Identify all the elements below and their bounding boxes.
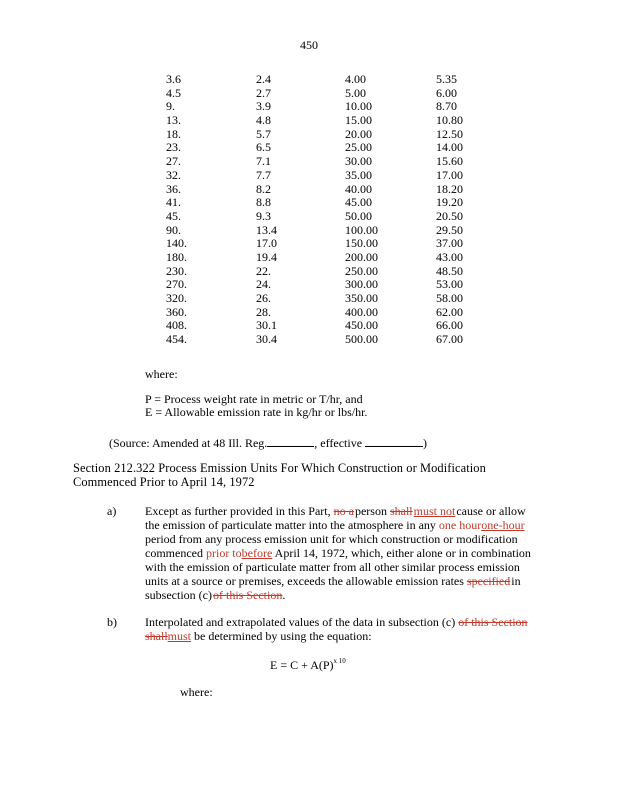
definition-e: E = Allowable emission rate in kg/hr or lbs/hr. [145, 405, 368, 419]
table-cell: 8.8 [256, 195, 271, 210]
table-cell: 200.00 [345, 249, 378, 264]
table-cell: 450.00 [345, 318, 378, 333]
table-cell: 14.00 [436, 140, 463, 155]
table-cell: 3.9 [256, 99, 271, 114]
table-cell: 13.4 [256, 222, 277, 237]
table-cell: 37.00 [436, 236, 463, 251]
deleted-text: specified [466, 574, 511, 588]
para-b: Interpolated and extrapolated values of the data in subsection (c) of this Section shallmust be determined by using the equation: [145, 615, 528, 643]
table-cell: 43.00 [436, 249, 463, 264]
table-cell: 500.00 [345, 332, 378, 347]
table-cell: 27. [166, 154, 181, 169]
equation: $E = C + A(P)^{x 10}$ [270, 657, 346, 672]
table-cell: 30.00 [345, 154, 372, 169]
table-cell: 66.00 [436, 318, 463, 333]
table-column-2 [256, 73, 277, 347]
table-cell: 62.00 [436, 304, 463, 319]
table-cell: 400.00 [345, 304, 378, 319]
table-cell: 19.4 [256, 249, 277, 264]
section-heading-line2: Commenced Prior to April 14, 1972 [73, 475, 255, 489]
table-cell: 25.00 [345, 140, 372, 155]
table-cell: 7.1 [256, 154, 271, 169]
table-cell: 140. [166, 236, 187, 251]
table-cell: 53.00 [436, 277, 463, 292]
table-cell: 13. [166, 113, 181, 128]
deleted-text: of this Section [458, 615, 528, 629]
table-cell: 40.00 [345, 181, 372, 196]
changed-text: prior to [205, 546, 242, 560]
source-prefix: (Source: Amended at 48 Ill. Reg. [109, 436, 268, 450]
table-cell: 32. [166, 167, 181, 182]
table-cell: 3.6 [166, 72, 181, 86]
table-cell: 18. [166, 126, 181, 141]
table-cell: 15.60 [436, 154, 463, 169]
reg-blank [267, 434, 314, 447]
table-cell: 7.7 [256, 167, 271, 182]
table-cell: 28. [256, 304, 271, 319]
table-cell: 23. [166, 140, 181, 155]
deleted-text: no a [333, 504, 354, 518]
page-number: 450 [300, 38, 318, 52]
table-cell: 360. [166, 304, 187, 319]
table-cell: 17.0 [256, 236, 277, 251]
table-cell: 19.20 [436, 195, 463, 210]
table-cell: 36. [166, 181, 181, 196]
table-cell: 454. [166, 332, 187, 347]
inserted-text: one-hour [481, 518, 525, 532]
table-cell: 150.00 [345, 236, 378, 251]
table-column-3 [345, 73, 378, 347]
table-cell: 50.00 [345, 208, 372, 223]
table-cell: 100.00 [345, 222, 378, 237]
table-column-4 [436, 73, 463, 347]
table-cell: 4.00 [345, 72, 366, 86]
definition-p: P = Process weight rate in metric or T/hr, and [145, 392, 363, 406]
table-cell: 58.00 [436, 291, 463, 305]
table-cell: 230. [166, 263, 187, 278]
table-cell: 4.5 [166, 85, 181, 100]
table-cell: 48.50 [436, 263, 463, 278]
table-cell: 5.35 [436, 72, 457, 86]
table-cell: 270. [166, 277, 187, 292]
table-cell: 408. [166, 318, 187, 333]
table-cell: 5.00 [345, 85, 366, 100]
table-cell: 22. [256, 263, 271, 278]
table-cell: 4.8 [256, 113, 271, 128]
table-cell: 250.00 [345, 263, 378, 278]
definitions [145, 393, 367, 419]
table-cell: 30.1 [256, 318, 277, 333]
deleted-text: shall [389, 504, 413, 518]
equation-exponent: x 10 [333, 657, 346, 665]
deleted-text: shall [145, 629, 168, 643]
source-suffix: ) [423, 436, 428, 450]
where-label-2: where: [180, 685, 213, 699]
table-cell: 17.00 [436, 167, 463, 182]
source-mid: , effective [314, 436, 363, 450]
inserted-text: before [241, 546, 273, 560]
table-cell: 5.7 [256, 126, 271, 141]
table-cell: 180. [166, 249, 187, 264]
table-cell: 41. [166, 195, 181, 210]
table-cell: 26. [256, 291, 271, 305]
inserted-text: must [167, 629, 192, 643]
deleted-text: of this Section [213, 588, 283, 602]
table-cell: 15.00 [345, 113, 372, 128]
table-cell: 8.2 [256, 181, 271, 196]
para-a-label: a) [107, 504, 117, 518]
table-cell: 2.7 [256, 85, 271, 100]
table-cell: 67.00 [436, 332, 463, 347]
table-cell: 9.3 [256, 208, 271, 223]
table-cell: 6.5 [256, 140, 271, 155]
table-cell: 20.50 [436, 208, 463, 223]
table-cell: 35.00 [345, 167, 372, 182]
section-heading [73, 461, 486, 489]
where-label: where: [145, 367, 178, 381]
para-a: Except as further provided in this Part, no a person shall must not cause or allow the emission of particulate matter into the atmosphere in any one hourone-hour period from any process emission unit for which construction or modification commenced prior tobefore April 14, 1972, which, either alone or in combination with the emission of particulate matter from all other similar process emission units at a source or premises, exceeds the allowable emission rates specified in subsection (c) of this Section. [145, 504, 531, 602]
table-cell: 30.4 [256, 332, 277, 347]
section-heading-line1: Section 212.322 Process Emission Units For Which Construction or Modification [73, 461, 486, 475]
table-cell: 20.00 [345, 126, 372, 141]
table-cell: 2.4 [256, 72, 271, 86]
table-cell: 24. [256, 277, 271, 292]
table-cell: 300.00 [345, 277, 378, 292]
table-cell: 10.00 [345, 99, 372, 114]
table-cell: 45.00 [345, 195, 372, 210]
para-b-label: b) [107, 615, 117, 629]
table-cell: 29.50 [436, 222, 463, 237]
table-cell: 350.00 [345, 291, 378, 305]
table-column-1 [166, 73, 187, 347]
table-cell: 45. [166, 208, 181, 223]
table-cell: 6.00 [436, 85, 457, 100]
table-cell: 10.80 [436, 113, 463, 128]
source-note [109, 434, 427, 451]
table-cell: 8.70 [436, 99, 457, 114]
table-cell: 18.20 [436, 181, 463, 196]
table-cell: 90. [166, 222, 181, 237]
changed-text: one hour [438, 518, 482, 532]
table-cell: 320. [166, 291, 187, 305]
table-cell: 9. [166, 99, 175, 114]
table-cell: 12.50 [436, 126, 463, 141]
effective-blank [365, 434, 423, 447]
inserted-text: must not [413, 504, 456, 518]
